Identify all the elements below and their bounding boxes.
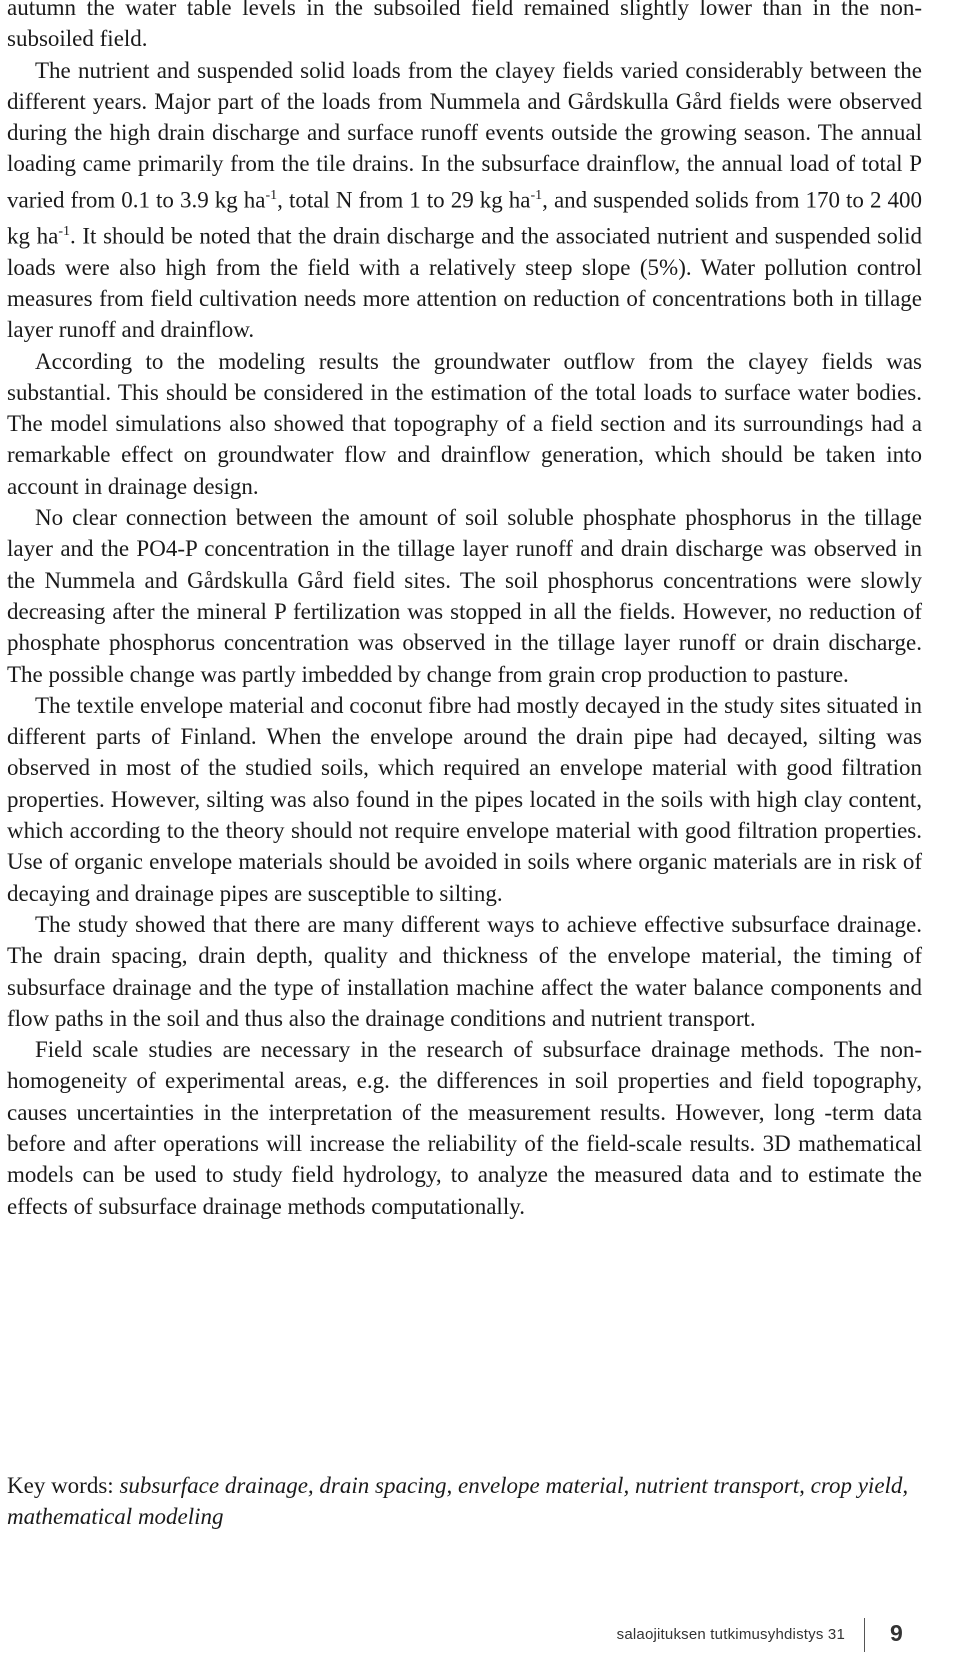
- paragraph-1: autumn the water table levels in the subsoiled field remained slightly lower than in the non-subsoiled field.: [7, 0, 922, 52]
- paragraph-2: The nutrient and suspended solid loads from the clayey fields varied considerably between the different years. Major part of the loads from Nummela and Gårdskulla Gård fields were observed during the high drain discharge and surface runoff events outside the growing season. The annual loading came primarily from the tile drains. In the subsurface drainflow, the annual load of total P varied from 0.1 to 3.9 kg $ha^{-1}$, total N from 1 to 29 kg $ha^{-1}$, and suspended solids from 170 to 2 400 kg $ha^{-1}$. It should be noted that the drain discharge and the associated nutrient and suspended solid loads were also high from the field with a relatively steep slope (5%). Water pollution control measures from field cultivation needs more attention on reduction of concentrations both in tillage layer runoff and drainflow.: [7, 57, 922, 343]
- keywords-list: subsurface drainage, drain spacing, envelope material, nutrient transport, crop yield, mathematical modeling: [7, 1473, 909, 1530]
- page-number: 9: [890, 1620, 903, 1646]
- paragraph-6: The study showed that there are many different ways to achieve effective subsurface drainage. The drain spacing, drain depth, quality and thickness of the envelope material, the timing of subsurface drainage and the type of installation machine affect the water balance components and flow paths in the soil and thus also the drainage conditions and nutrient transport.: [7, 911, 922, 1031]
- body-text: [7, 0, 922, 1222]
- keywords-label: Key words:: [7, 1473, 120, 1498]
- paragraph-7: Field scale studies are necessary in the research of subsurface drainage methods. The non-homogeneity of experimental areas, e.g. the differences in soil properties and field topography, causes uncertainties in the interpretation of the measurement results. However, long -term data before and after operations will increase the reliability of the field-scale results. 3D mathematical models can be used to study field hydrology, to analyze the measured data and to estimate the effects of subsurface drainage methods computationally.: [7, 1037, 922, 1219]
- superscript: -1: [58, 223, 71, 239]
- superscript: -1: [530, 187, 543, 203]
- paragraph-4: No clear connection between the amount of soil soluble phosphate phosphorus in the tillage layer and the PO4-P concentration in the tillage layer runoff and drain discharge was observed in the Nummela and Gårdskulla Gård field sites. The soil phosphorus concentrations were slowly decreasing after the mineral P fertilization was stopped in all the fields. However, no reduction of phosphate phosphorus concentration was observed in the tillage layer runoff or drain discharge. The possible change was partly imbedded by change from grain crop production to pasture.: [7, 505, 922, 687]
- paragraph-5: The textile envelope material and coconut fibre had mostly decayed in the study sites situated in different parts of Finland. When the envelope around the drain pipe had decayed, silting was observed in most of the studied soils, which required an envelope material with good filtration properties. However, silting was also found in the pipes located in the soils with high clay content, which according to the theory should not require envelope material with good filtration properties. Use of organic envelope materials should be avoided in soils where organic materials are in risk of decaying and drainage pipes are susceptible to silting.: [7, 692, 922, 906]
- page-footer: [0, 1618, 960, 1654]
- footer-divider: [864, 1618, 865, 1652]
- superscript: -1: [265, 187, 278, 203]
- footer-publisher: salaojituksen tutkimusyhdistys 31: [616, 1626, 845, 1643]
- paragraph-3: According to the modeling results the groundwater outflow from the clayey fields was substantial. This should be considered in the estimation of the total loads to surface water bodies. The model simulations also showed that topography of a field section and its surroundings had a remarkable effect on groundwater flow and drainflow generation, which should be taken into account in drainage design.: [7, 348, 922, 499]
- keywords: [7, 1470, 922, 1533]
